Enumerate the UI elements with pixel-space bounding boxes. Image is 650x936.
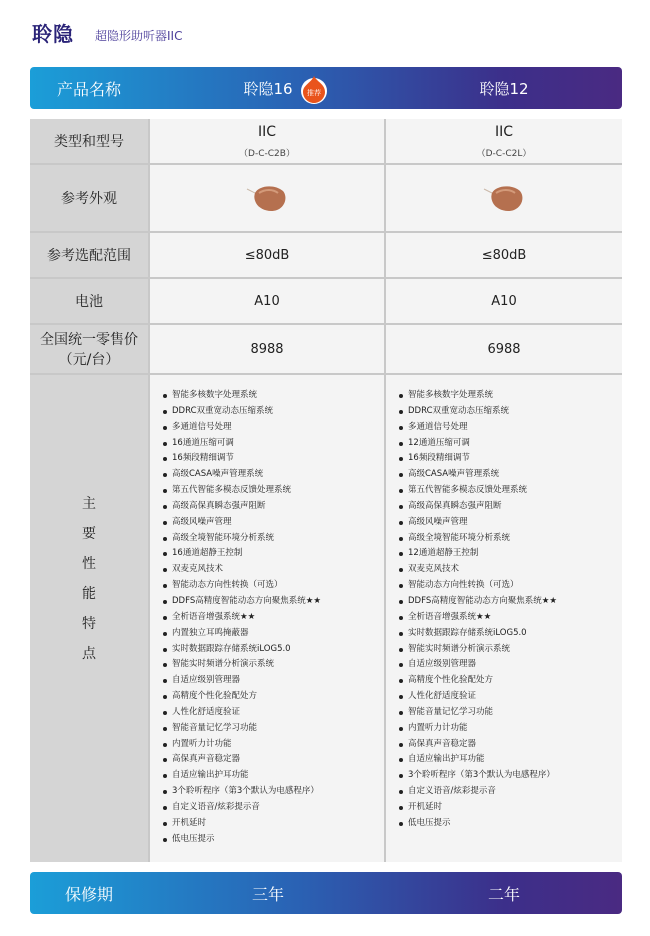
feature-item: 开机延时	[399, 800, 557, 816]
feature-item: 3个聆听程序（第3个默认为电感程序）	[399, 768, 557, 784]
features-label-char: 点	[82, 646, 96, 662]
feature-item: 双麦克风技术	[163, 562, 321, 578]
feature-item: 低电压提示	[163, 832, 321, 848]
features-list-a	[163, 388, 321, 847]
feature-item: 16通道超静王控制	[163, 546, 321, 562]
feature-item: 高级全境智能环境分析系统	[399, 531, 557, 547]
feature-item: 智能多核数字处理系统	[399, 388, 557, 404]
feature-item: 全析语音增强系统★★	[163, 610, 321, 626]
feature-item: 高级风噪声管理	[163, 515, 321, 531]
feature-item: 内置独立耳鸣掩蔽器	[163, 626, 321, 642]
feature-item: 智能实时频谱分析演示系统	[399, 642, 557, 658]
feature-item: 实时数据跟踪存储系统iLOG5.0	[399, 626, 557, 642]
feature-item: 12通道压缩可调	[399, 436, 557, 452]
subtitle: 超隐形助听器IIC	[95, 29, 183, 43]
features-list-b	[399, 388, 557, 832]
features-cell-b	[386, 375, 622, 862]
feature-item: 高精度个性化验配处方	[399, 673, 557, 689]
feature-item: 高保真声音稳定器	[163, 752, 321, 768]
appearance-cell-b	[386, 165, 622, 231]
price-label-line2: （元/台）	[58, 352, 120, 368]
feature-item: 自定义语音/炫彩提示音	[163, 800, 321, 816]
row-label-battery: 电池	[30, 279, 148, 323]
feature-item: 12通道超静王控制	[399, 546, 557, 562]
feature-item: 第五代智能多模态反馈处理系统	[399, 483, 557, 499]
feature-item: 人性化舒适度验证	[163, 705, 321, 721]
feature-item: 高级全境智能环境分析系统	[163, 531, 321, 547]
header-product-b: 聆隐12	[479, 79, 529, 98]
features-label	[30, 489, 148, 669]
feature-item: 第五代智能多模态反馈处理系统	[163, 483, 321, 499]
row-label-range: 参考选配范围	[30, 233, 148, 277]
type-model-b: IIC	[494, 123, 514, 140]
feature-item: 高级高保真瞬态强声阻断	[399, 499, 557, 515]
feature-item: 自定义语音/炫彩提示音	[399, 784, 557, 800]
feature-item: 16频段精细调节	[399, 451, 557, 467]
feature-item: 多通道信号处理	[163, 420, 321, 436]
warranty-label: 保修期	[64, 884, 113, 904]
warranty-b: 二年	[487, 884, 520, 904]
brand-title: 聆隐	[32, 22, 74, 46]
feature-item: 3个聆听程序（第3个默认为电感程序）	[163, 784, 321, 800]
feature-item: DDFS高精度智能动态方向聚焦系统★★	[399, 594, 557, 610]
feature-item: 人性化舒适度验证	[399, 689, 557, 705]
features-label-char: 特	[82, 616, 96, 632]
feature-item: 高级CASA噪声管理系统	[163, 467, 321, 483]
type-cell-b	[386, 119, 622, 163]
feature-item: 智能实时频谱分析演示系统	[163, 657, 321, 673]
feature-item: 智能动态方向性转换（可选）	[399, 578, 557, 594]
feature-item: 内置听力计功能	[399, 721, 557, 737]
feature-item: 多通道信号处理	[399, 420, 557, 436]
type-code-b: （D-C-C2L）	[476, 148, 532, 159]
header-label: 产品名称	[56, 79, 121, 99]
features-label-char: 性	[82, 556, 96, 572]
feature-item: 高级高保真瞬态强声阻断	[163, 499, 321, 515]
feature-item: 开机延时	[163, 816, 321, 832]
feature-item: 高级风噪声管理	[399, 515, 557, 531]
feature-item: DDRC双重宽动态压缩系统	[399, 404, 557, 420]
feature-item: DDRC双重宽动态压缩系统	[163, 404, 321, 420]
feature-item: 内置听力计功能	[163, 737, 321, 753]
features-label-char: 要	[82, 526, 96, 542]
type-cell-a	[150, 119, 384, 163]
features-cell-a	[150, 375, 384, 862]
header-product-a: 聆隐16	[243, 79, 293, 98]
feature-item: 全析语音增强系统★★	[399, 610, 557, 626]
feature-item: 自适应输出护耳功能	[163, 768, 321, 784]
type-model-a: IIC	[257, 123, 277, 140]
badge-label: 推荐	[307, 89, 321, 97]
hearing-aid-image-b	[482, 181, 526, 215]
feature-item: 实时数据跟踪存储系统iLOG5.0	[163, 642, 321, 658]
price-label-line1: 全国统一零售价	[40, 332, 138, 348]
range-b: ≤80dB	[386, 233, 622, 277]
hearing-aid-image-a	[245, 181, 289, 215]
feature-item: 智能多核数字处理系统	[163, 388, 321, 404]
feature-item: 智能音量记忆学习功能	[163, 721, 321, 737]
warranty-a: 三年	[251, 884, 284, 904]
price-a: 8988	[150, 325, 384, 373]
feature-item: 高精度个性化验配处方	[163, 689, 321, 705]
feature-item: 自适应级别管理器	[163, 673, 321, 689]
battery-b: A10	[386, 279, 622, 323]
type-code-a: （D-C-C2B）	[239, 148, 295, 159]
feature-item: 自适应级别管理器	[399, 657, 557, 673]
features-label-char: 主	[82, 496, 96, 512]
features-label-char: 能	[82, 586, 96, 602]
range-a: ≤80dB	[150, 233, 384, 277]
feature-item: 双麦克风技术	[399, 562, 557, 578]
row-label-appearance: 参考外观	[30, 165, 148, 231]
price-b: 6988	[386, 325, 622, 373]
battery-a: A10	[150, 279, 384, 323]
feature-item: 低电压提示	[399, 816, 557, 832]
recommend-badge-icon	[298, 73, 330, 105]
feature-item: 高级CASA噪声管理系统	[399, 467, 557, 483]
spec-table	[30, 119, 622, 862]
feature-item: 16频段精细调节	[163, 451, 321, 467]
row-label-type: 类型和型号	[30, 119, 148, 163]
feature-item: 自适应输出护耳功能	[399, 752, 557, 768]
feature-item: 16通道压缩可调	[163, 436, 321, 452]
feature-item: DDFS高精度智能动态方向聚焦系统★★	[163, 594, 321, 610]
feature-item: 高保真声音稳定器	[399, 737, 557, 753]
row-label-price	[30, 325, 148, 373]
appearance-cell-a	[150, 165, 384, 231]
feature-item: 智能音量记忆学习功能	[399, 705, 557, 721]
feature-item: 智能动态方向性转换（可选）	[163, 578, 321, 594]
